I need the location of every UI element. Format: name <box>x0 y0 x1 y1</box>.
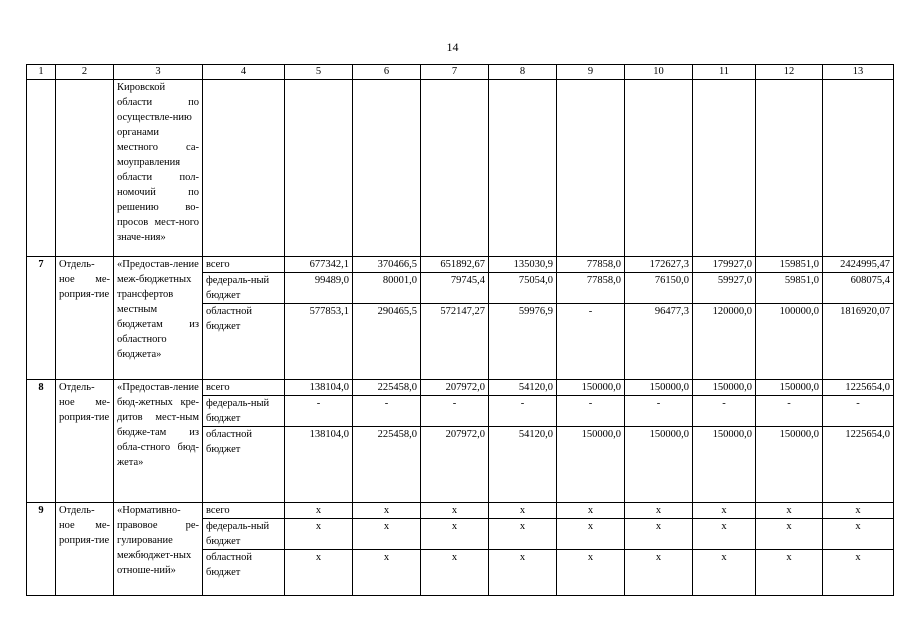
amount-cell: 370466,5 <box>353 257 421 273</box>
activity-type: Отдель-ное ме-роприя-тие <box>56 257 114 380</box>
amount-cell: х <box>489 519 557 550</box>
amount-cell: 572147,27 <box>421 304 489 380</box>
column-header: 6 <box>353 65 421 80</box>
amount-cell: х <box>693 519 756 550</box>
amount-cell: х <box>823 550 894 596</box>
amount-cell: - <box>557 396 625 427</box>
amount-cell: - <box>353 396 421 427</box>
amount-cell: х <box>557 519 625 550</box>
amount-cell: х <box>285 550 353 596</box>
amount-cell: х <box>756 519 823 550</box>
column-header: 5 <box>285 65 353 80</box>
amount-cell: х <box>421 503 489 519</box>
amount-cell: 77858,0 <box>557 273 625 304</box>
amount-cell: 96477,3 <box>625 304 693 380</box>
amount-cell: 1225654,0 <box>823 427 894 503</box>
table-row <box>27 380 894 396</box>
column-header: 9 <box>557 65 625 80</box>
amount-cell: 59851,0 <box>756 273 823 304</box>
amount-cell: 59976,9 <box>489 304 557 380</box>
amount-cell: 150000,0 <box>756 380 823 396</box>
amount-cell: х <box>421 519 489 550</box>
amount-cell: х <box>353 550 421 596</box>
amount-cell: - <box>421 396 489 427</box>
amount-cell: 77858,0 <box>557 257 625 273</box>
funding-source: всего <box>203 503 285 519</box>
amount-cell: х <box>353 503 421 519</box>
amount-cell: - <box>823 396 894 427</box>
amount-cell: 172627,3 <box>625 257 693 273</box>
amount-cell: 75054,0 <box>489 273 557 304</box>
amount-cell: 99489,0 <box>285 273 353 304</box>
column-header: 1 <box>27 65 56 80</box>
amount-cell: 150000,0 <box>625 380 693 396</box>
activity-name: «Нормативно-правовое ре-гулирование межбюджет-ных отноше-ний» <box>114 503 203 596</box>
amount-cell: - <box>693 396 756 427</box>
amount-cell: 207972,0 <box>421 380 489 396</box>
funding-source: областной бюджет <box>203 550 285 596</box>
continuation-row <box>27 80 894 257</box>
amount-cell: х <box>823 503 894 519</box>
row-number: 8 <box>27 380 56 503</box>
amount-cell: - <box>756 396 823 427</box>
funding-source: федераль-ный бюджет <box>203 273 285 304</box>
amount-cell: 179927,0 <box>693 257 756 273</box>
amount-cell: х <box>756 503 823 519</box>
amount-cell: 150000,0 <box>557 427 625 503</box>
amount-cell: 1225654,0 <box>823 380 894 396</box>
column-header: 2 <box>56 65 114 80</box>
funding-source: областной бюджет <box>203 427 285 503</box>
amount-cell: 100000,0 <box>756 304 823 380</box>
column-header: 7 <box>421 65 489 80</box>
amount-cell: х <box>557 503 625 519</box>
amount-cell: 1816920,07 <box>823 304 894 380</box>
amount-cell: х <box>625 503 693 519</box>
funding-source: федераль-ный бюджет <box>203 396 285 427</box>
amount-cell: 207972,0 <box>421 427 489 503</box>
table-row <box>27 503 894 519</box>
amount-cell: 76150,0 <box>625 273 693 304</box>
column-header: 4 <box>203 65 285 80</box>
amount-cell: 651892,67 <box>421 257 489 273</box>
column-header: 8 <box>489 65 557 80</box>
amount-cell: 80001,0 <box>353 273 421 304</box>
amount-cell: 138104,0 <box>285 427 353 503</box>
amount-cell: - <box>557 304 625 380</box>
activity-name: «Предостав-ление бюд-жетных кре-дитов мест-ным бюдже-там из обла-стного бюд-жета» <box>114 380 203 503</box>
amount-cell: х <box>756 550 823 596</box>
column-header: 10 <box>625 65 693 80</box>
amount-cell: 150000,0 <box>557 380 625 396</box>
amount-cell: 59927,0 <box>693 273 756 304</box>
amount-cell: х <box>285 519 353 550</box>
funding-source: федераль-ный бюджет <box>203 519 285 550</box>
column-header: 3 <box>114 65 203 80</box>
activity-type: Отдель-ное ме-роприя-тие <box>56 503 114 596</box>
amount-cell: 138104,0 <box>285 380 353 396</box>
page-number: 14 <box>446 40 459 54</box>
amount-cell: х <box>625 550 693 596</box>
amount-cell: х <box>625 519 693 550</box>
column-header: 13 <box>823 65 894 80</box>
column-header: 11 <box>693 65 756 80</box>
amount-cell: х <box>823 519 894 550</box>
column-header: 12 <box>756 65 823 80</box>
amount-cell: х <box>489 503 557 519</box>
amount-cell: х <box>557 550 625 596</box>
amount-cell: 677342,1 <box>285 257 353 273</box>
amount-cell: х <box>285 503 353 519</box>
amount-cell: 150000,0 <box>756 427 823 503</box>
table-row <box>27 257 894 273</box>
amount-cell: 135030,9 <box>489 257 557 273</box>
activity-name: «Предостав-ление меж-бюджетных трансфертов местным бюджетам из областного бюджета» <box>114 257 203 380</box>
amount-cell: 159851,0 <box>756 257 823 273</box>
funding-source: областной бюджет <box>203 304 285 380</box>
amount-cell: 577853,1 <box>285 304 353 380</box>
amount-cell: 54120,0 <box>489 427 557 503</box>
amount-cell: 290465,5 <box>353 304 421 380</box>
activity-type: Отдель-ное ме-роприя-тие <box>56 380 114 503</box>
amount-cell: - <box>489 396 557 427</box>
budget-table <box>26 64 894 596</box>
funding-source: всего <box>203 257 285 273</box>
amount-cell: 225458,0 <box>353 427 421 503</box>
amount-cell: 150000,0 <box>693 380 756 396</box>
amount-cell: 54120,0 <box>489 380 557 396</box>
continuation-text: Кировской области по осуществле-нию органами местного са-моуправления области пол-номочий по решению во-просов мест-ного значе-ния» <box>114 80 203 257</box>
amount-cell: х <box>353 519 421 550</box>
amount-cell: 608075,4 <box>823 273 894 304</box>
amount-cell: 79745,4 <box>421 273 489 304</box>
column-number-row <box>27 65 894 80</box>
amount-cell: 150000,0 <box>693 427 756 503</box>
amount-cell: х <box>693 503 756 519</box>
amount-cell: 2424995,47 <box>823 257 894 273</box>
amount-cell: х <box>489 550 557 596</box>
amount-cell: 150000,0 <box>625 427 693 503</box>
row-number: 9 <box>27 503 56 596</box>
funding-source: всего <box>203 380 285 396</box>
amount-cell: - <box>285 396 353 427</box>
row-number: 7 <box>27 257 56 380</box>
amount-cell: х <box>693 550 756 596</box>
amount-cell: 225458,0 <box>353 380 421 396</box>
amount-cell: х <box>421 550 489 596</box>
amount-cell: 120000,0 <box>693 304 756 380</box>
amount-cell: - <box>625 396 693 427</box>
